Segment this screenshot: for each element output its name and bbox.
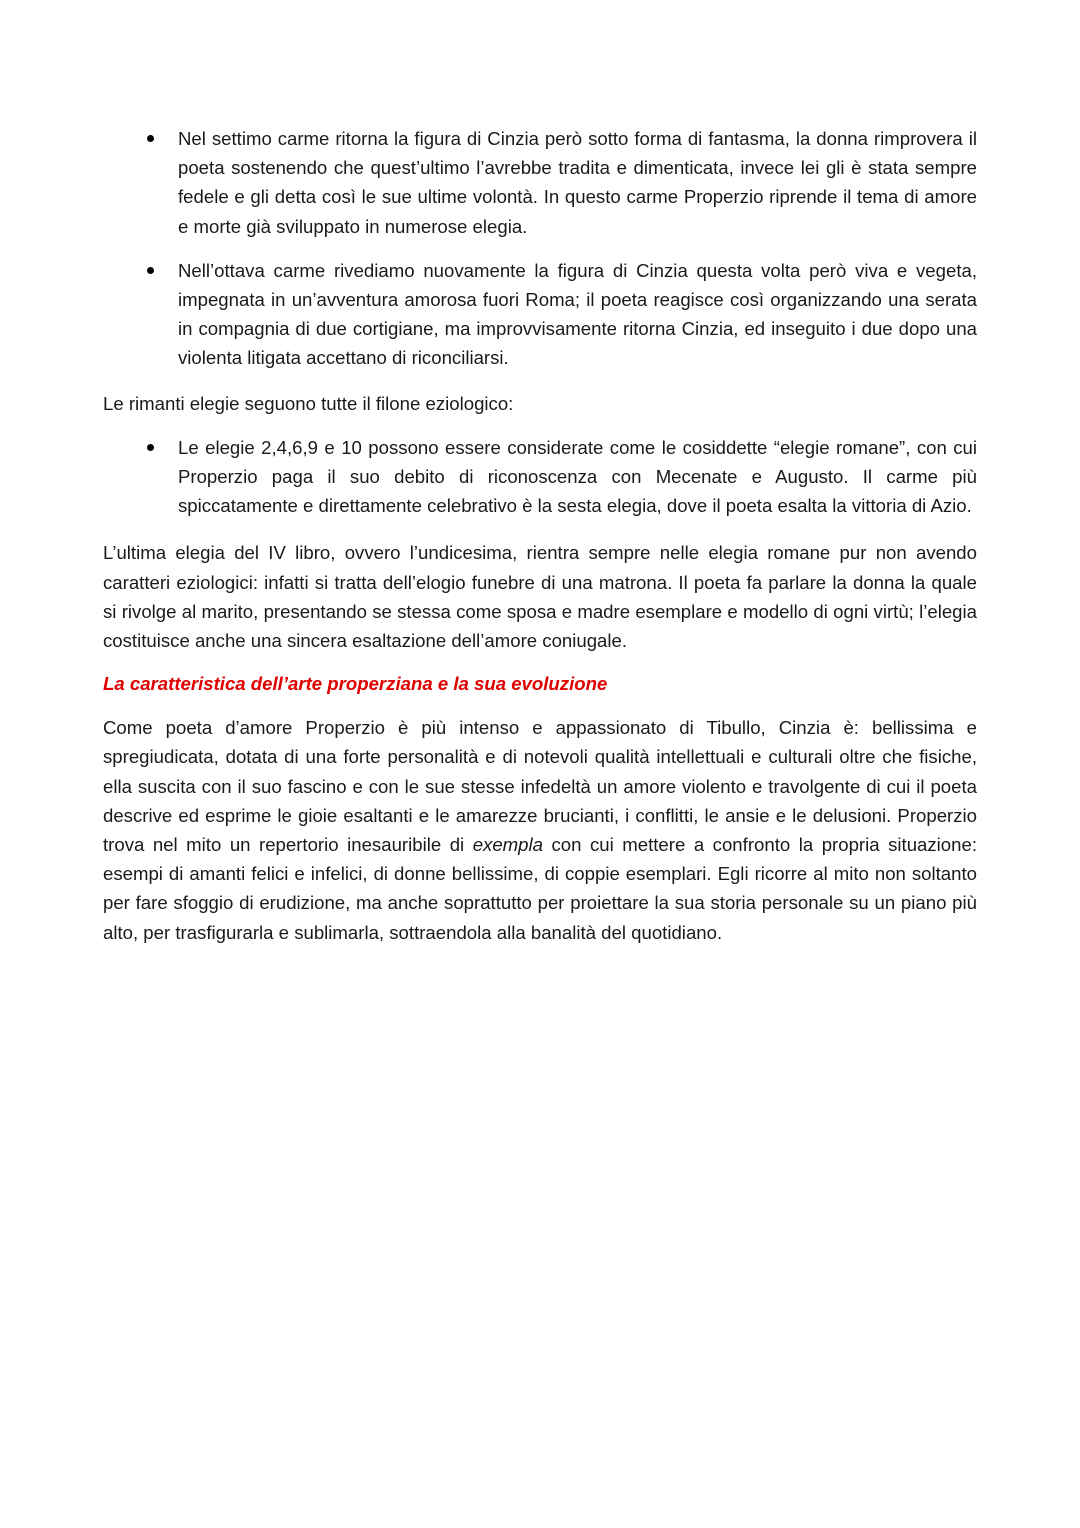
list-item xyxy=(103,124,977,241)
paragraph-last-elegy: L’ultima elegia del IV libro, ovvero l’undicesima, rientra sempre nelle elegia romane pur non avendo caratteri eziologici: infatti si tratta dell’elogio funebre di una matrona. Il poeta fa parlare la donna la quale si rivolge al marito, presentando se stessa come sposa e madre esemplare e modello di ogni virtù; l’elegia costituisce anche una sincera esaltazione dell’amore coniugale. xyxy=(103,542,977,652)
bullet-text: Nell’ottava carme rivediamo nuovamente la figura di Cinzia questa volta però viva e vegeta, impegnata in un’avventura amorosa fuori Roma; il poeta reagisce così organizzando una serata in compagnia di due cortigiane, ma improvvisamente ritorna Cinzia, ed inseguito i due dopo una violenta litigata accettano di riconciliarsi. xyxy=(178,259,977,369)
bullet-list-elegie xyxy=(103,433,977,521)
page-content xyxy=(103,124,977,947)
section-heading: La caratteristica dell’arte properziana e la sua evoluzione xyxy=(103,673,608,695)
paragraph-art-text-end: con cui mettere a confronto la propria situazione: esempi di amanti felici e infelici, di donne bellissime, di coppie esemplari. Egli ricorre al mito non soltanto per fare sfoggio di erudizione, ma anche soprattutto per proiettare la sua storia personale su un piano più alto, per trasfigurarla e sublimarla, sottraendola alla banalità del quotidiano. xyxy=(103,834,977,943)
paragraph-art xyxy=(103,713,977,947)
list-item xyxy=(103,256,977,373)
emphasis-exempla: exempla xyxy=(472,834,543,856)
list-item xyxy=(103,433,977,521)
bullet-text: Nel settimo carme ritorna la figura di Cinzia però sotto forma di fantasma, la donna rimprovera il poeta sostenendo che quest’ultimo l’avrebbe tradita e dimenticata, invece lei gli è stata sempre fedele e gli detta così le sue ultime volontà. In questo carme Properzio riprende il tema di amore e morte già sviluppato in numerose elegia. xyxy=(178,128,977,237)
bullet-icon xyxy=(147,135,154,142)
intro-line: Le rimanti elegie seguono tutte il filone eziologico: xyxy=(103,392,514,414)
bullet-list-cinzia xyxy=(103,124,977,373)
bullet-text: Le elegie 2,4,6,9 e 10 possono essere considerate come le cosiddette “elegie romane”, con cui Properzio paga il suo debito di riconoscenza con Mecenate e Augusto. Il carme più spiccatamente e direttamente celebrativo è la sesta elegia, dove il poeta esalta la vittoria di Azio. xyxy=(178,436,977,517)
bullet-icon xyxy=(147,444,154,451)
bullet-icon xyxy=(147,267,154,274)
paragraph-art-text: Come poeta d’amore Properzio è più intenso e appassionato di Tibullo, Cinzia è: bellissima e spregiudicata, dotata di una forte personalità e di notevoli qualità intellettuali e culturali oltre che fisiche, ella suscita con il suo fascino e con le sue stesse infedeltà un amore violento e travolgente di cui il poeta descrive ed esprime le gioie esaltanti e le amarezze brucianti, i conflitti, le ansie e le delusioni. Properzio trova nel mito un repertorio inesauribile di xyxy=(103,717,977,856)
